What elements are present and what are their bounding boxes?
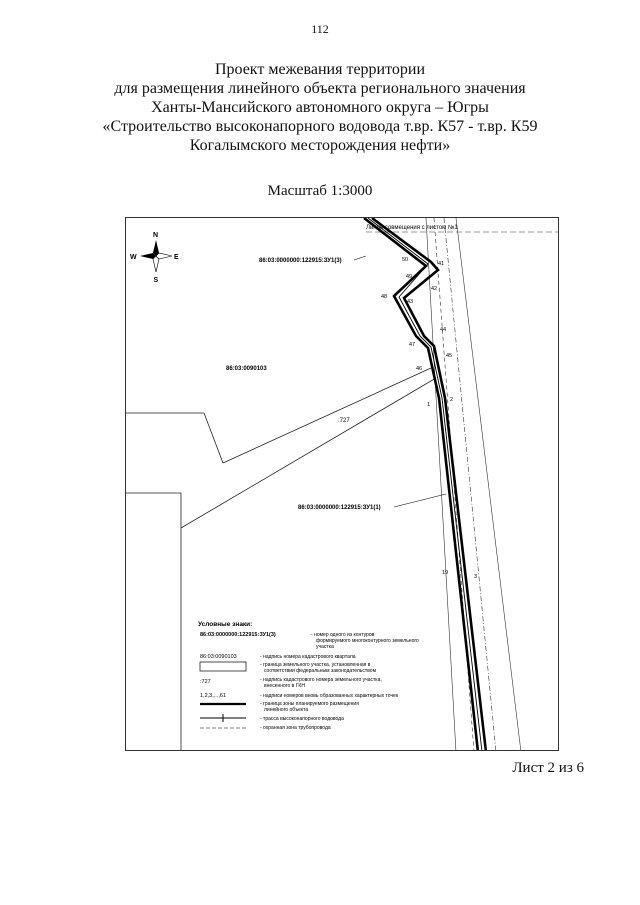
map-labels: [226, 256, 446, 511]
compass-west-arrow: [140, 253, 156, 259]
parcel-bottom-leader: [394, 494, 446, 507]
point-label-1: 1: [427, 402, 431, 408]
point-label-43: 43: [407, 299, 414, 305]
legend-sample-quarter: 86:03:0090103: [200, 654, 237, 660]
quarter-boundary-line: [126, 493, 181, 751]
legend-sample-registered: :727: [200, 679, 211, 685]
legend-text-protection: - охранная зона трубопровода: [260, 725, 331, 731]
map-frame: [125, 217, 559, 751]
quarter-label: 86:03:0090103: [226, 366, 267, 372]
legend-text-registered-2: внесенного в ГКН: [264, 683, 305, 689]
parcel-727-upper-boundary: [223, 368, 431, 463]
compass-e-label: E: [174, 254, 179, 261]
legend-text-parcel-3: участка: [316, 644, 334, 650]
legend-text-pipeline: - трасса высоконапорного водовода: [260, 716, 344, 722]
legend-text-boundary-1: - граница земельного участка, установленная в: [260, 662, 371, 668]
legend-text-quarter: - надпись номера кадастрового квартала: [260, 654, 356, 660]
legend-text-registered-1: - надпись кадастрового номера земельного участка,: [260, 677, 382, 683]
legend-sample-points: 1,2,3,...,61: [200, 693, 226, 699]
legend-text-zone-1: - граница зоны планируемого размещения: [260, 701, 359, 707]
compass-rose-icon: [130, 232, 179, 284]
title-line-2: для размещения линейного объекта регионального значения: [114, 80, 526, 97]
point-numbers: [381, 257, 477, 580]
legend-text-points: - надписи номеров вновь образованных характерных точек: [260, 693, 399, 699]
parcel-top-leader: [354, 256, 366, 260]
point-label-48: 48: [381, 294, 388, 300]
title-line-3: Ханты-Мансийского автономного округа – Югры: [151, 99, 489, 116]
document-title: [0, 60, 640, 155]
sheet-number: Лист 2 из 6: [512, 760, 584, 776]
point-label-45: 45: [446, 353, 453, 359]
point-label-50: 50: [402, 257, 409, 263]
parcel-top-label: 86:03:0000000:122915:ЗУ1(3): [259, 258, 342, 264]
compass-s-label: S: [153, 277, 159, 284]
compass-east-arrow: [156, 253, 172, 259]
point-label-49: 49: [406, 274, 413, 280]
compass-n-label: N: [153, 232, 159, 239]
point-label-2: 2: [450, 397, 454, 403]
page-number: 112: [311, 22, 329, 36]
parcel-727-side-boundary: [204, 413, 223, 463]
compass-w-label: W: [130, 254, 137, 261]
legend-sample-parcel: 86:03:0000000:122915:ЗУ1(3): [200, 632, 276, 638]
point-label-44: 44: [440, 327, 447, 333]
legend-text-zone-2: линейного объекта: [264, 707, 309, 713]
point-label-3: 3: [474, 574, 478, 580]
match-line-label: Линия совмещения с листом №1: [366, 225, 458, 231]
parcel-bottom-label: 86:03:0000000:122915:ЗУ1(1): [298, 505, 381, 511]
legend-text-parcel-1: - номер одного из контуров: [311, 632, 375, 638]
point-label-47: 47: [409, 342, 416, 348]
map-scale: Масштаб 1:3000: [267, 183, 373, 199]
point-label-41: 41: [438, 261, 445, 267]
cadastral-map: [126, 218, 559, 751]
corridor-line-4: [456, 218, 521, 751]
point-label-42: 42: [431, 286, 438, 292]
title-line-4: «Строительство высоконапорного водовода т.вр. К57 - т.вр. К59: [102, 118, 538, 135]
legend-title: Условные знаки:: [198, 621, 253, 628]
registered-parcel-label: :727: [338, 418, 350, 424]
title-line-1: Проект межевания территории: [214, 61, 426, 78]
legend-text-boundary-2: соответствии федеральным законодательством: [264, 668, 377, 674]
point-label-46: 46: [416, 366, 423, 372]
legend-text-parcel-2: формируемого многоконтурного земельного: [316, 638, 419, 644]
map-legend: [192, 614, 432, 750]
point-label-19: 19: [442, 570, 449, 576]
title-line-5: Когалымского месторождения нефти»: [189, 137, 451, 154]
